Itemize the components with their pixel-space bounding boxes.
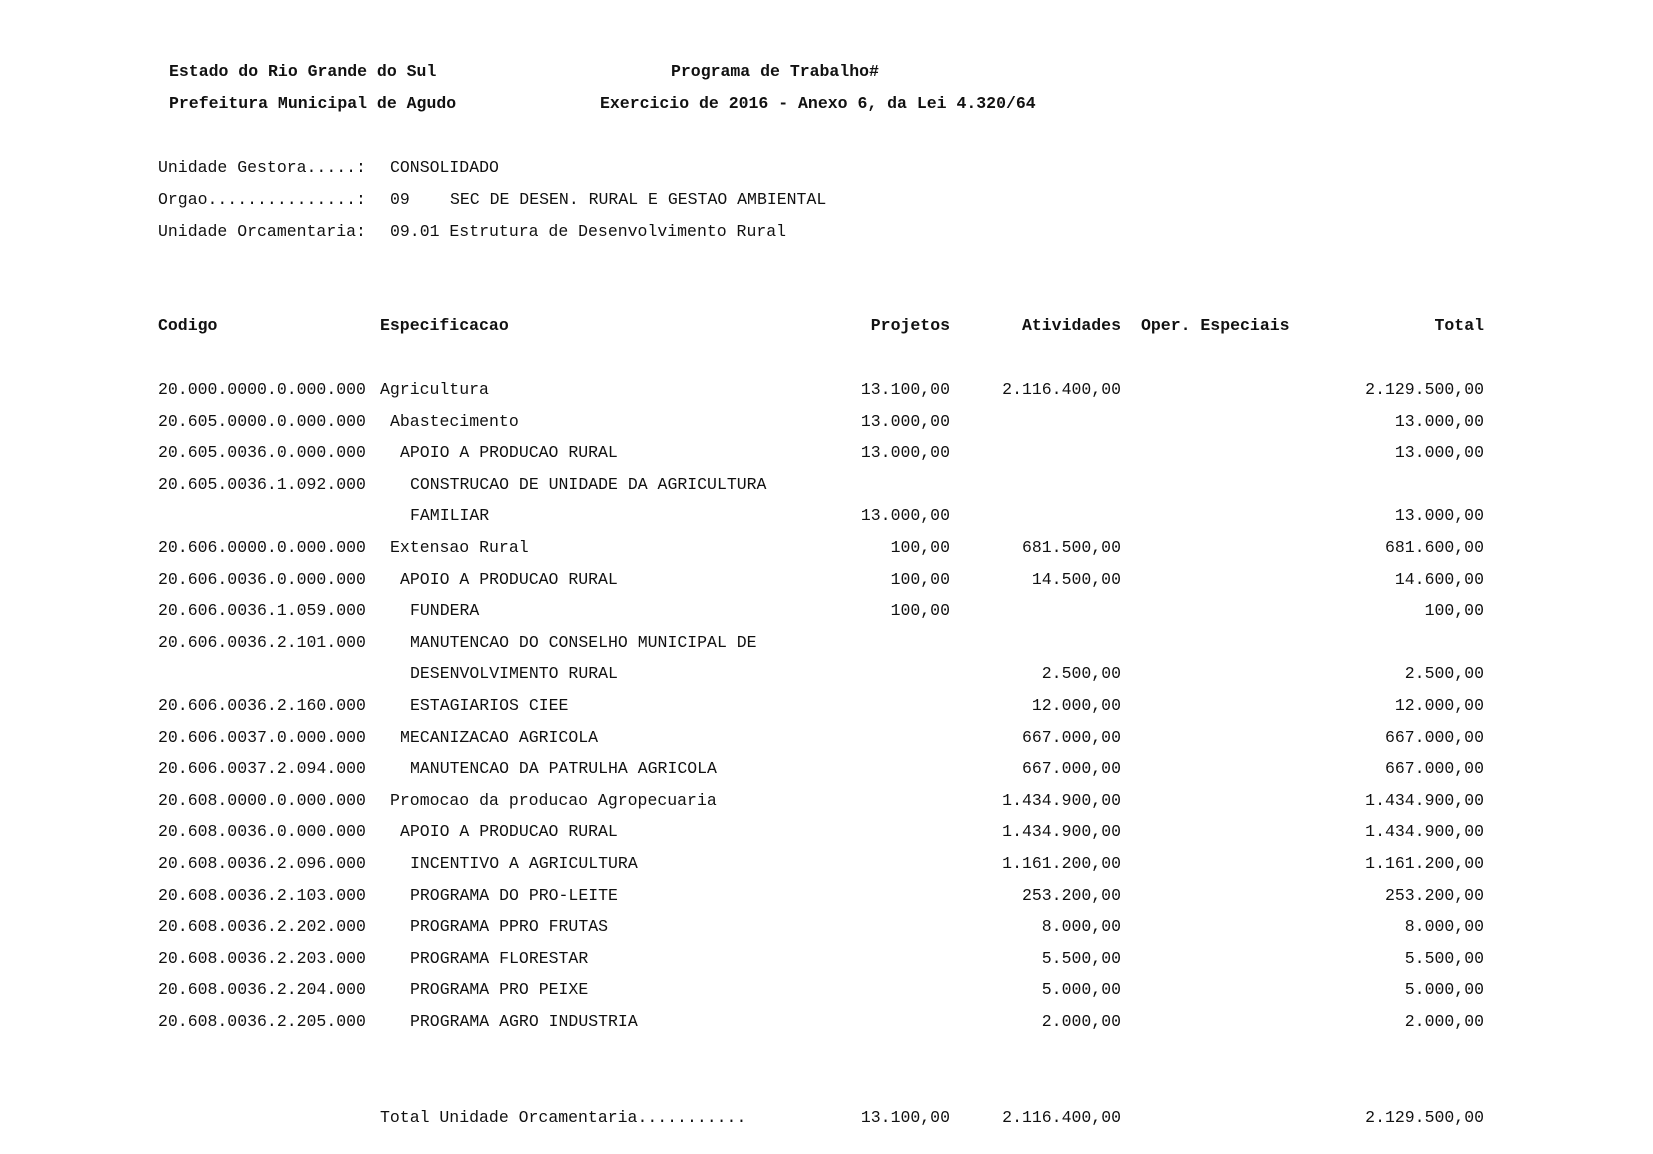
estado-title: Estado do Rio Grande do Sul xyxy=(169,62,437,81)
table-row xyxy=(0,980,1653,1000)
row-especificacao: PROGRAMA PPRO FRUTAS xyxy=(410,917,609,936)
row-total: 667.000,00 xyxy=(1384,728,1484,747)
col-atividades: Atividades xyxy=(1021,316,1121,335)
row-total: 13.000,00 xyxy=(1394,412,1484,431)
row-code: 20.605.0036.0.000.000 xyxy=(158,443,366,462)
col-total: Total xyxy=(1434,316,1484,335)
row-code: 20.606.0036.2.160.000 xyxy=(158,696,366,715)
programa-title: Programa de Trabalho# xyxy=(671,62,879,81)
table-row xyxy=(0,917,1653,937)
row-projetos: 13.000,00 xyxy=(860,412,950,431)
row-atividades: 1.161.200,00 xyxy=(1002,854,1121,873)
row-total: 1.161.200,00 xyxy=(1365,854,1484,873)
row-total: 100,00 xyxy=(1424,601,1484,620)
table-row xyxy=(0,601,1653,621)
table-row xyxy=(0,380,1653,400)
row-especificacao: Agricultura xyxy=(380,380,489,399)
row-especificacao: MANUTENCAO DO CONSELHO MUNICIPAL DE xyxy=(410,633,757,652)
row-total: 1.434.900,00 xyxy=(1365,822,1484,841)
row-especificacao: MECANIZACAO AGRICOLA xyxy=(400,728,599,747)
row-especificacao: INCENTIVO A AGRICULTURA xyxy=(410,854,638,873)
row-especificacao: ESTAGIARIOS CIEE xyxy=(410,696,569,715)
row-projetos: 100,00 xyxy=(890,601,950,620)
row-atividades: 2.500,00 xyxy=(1041,664,1121,683)
row-projetos: 100,00 xyxy=(890,538,950,557)
row-code: 20.606.0037.0.000.000 xyxy=(158,728,366,747)
row-code: 20.606.0036.2.101.000 xyxy=(158,633,366,652)
row-total: 1.434.900,00 xyxy=(1365,791,1484,810)
row-code: 20.608.0036.2.205.000 xyxy=(158,1012,366,1031)
row-atividades: 2.116.400,00 xyxy=(1002,380,1121,399)
total-label: Total Unidade Orcamentaria........... xyxy=(380,1108,747,1127)
row-total: 14.600,00 xyxy=(1394,570,1484,589)
table-row xyxy=(0,822,1653,842)
table-row xyxy=(0,475,1653,495)
orgao-label: Orgao...............: xyxy=(158,190,366,209)
col-especificacao: Especificacao xyxy=(380,316,509,335)
unidade-orcamentaria-label: Unidade Orcamentaria: xyxy=(158,222,366,241)
row-code: 20.608.0036.2.203.000 xyxy=(158,949,366,968)
row-projetos: 100,00 xyxy=(890,570,950,589)
row-code: 20.608.0000.0.000.000 xyxy=(158,791,366,810)
row-code: 20.608.0036.2.096.000 xyxy=(158,854,366,873)
row-especificacao: DESENVOLVIMENTO RURAL xyxy=(410,664,618,683)
table-row xyxy=(0,506,1653,526)
table-row xyxy=(0,854,1653,874)
unidade-orcamentaria-value: 09.01 Estrutura de Desenvolvimento Rural xyxy=(390,222,787,241)
row-especificacao: FUNDERA xyxy=(410,601,480,620)
row-total: 12.000,00 xyxy=(1394,696,1484,715)
row-especificacao: Abastecimento xyxy=(390,412,519,431)
row-code: 20.605.0000.0.000.000 xyxy=(158,412,366,431)
row-especificacao: PROGRAMA PRO PEIXE xyxy=(410,980,589,999)
row-atividades: 8.000,00 xyxy=(1041,917,1121,936)
table-row xyxy=(0,696,1653,716)
row-code: 20.606.0036.1.059.000 xyxy=(158,601,366,620)
row-code: 20.608.0036.2.103.000 xyxy=(158,886,366,905)
row-code: 20.608.0036.2.202.000 xyxy=(158,917,366,936)
row-atividades: 253.200,00 xyxy=(1021,886,1121,905)
row-atividades: 681.500,00 xyxy=(1021,538,1121,557)
row-especificacao: APOIO A PRODUCAO RURAL xyxy=(400,822,618,841)
row-total: 253.200,00 xyxy=(1384,886,1484,905)
row-atividades: 667.000,00 xyxy=(1021,759,1121,778)
row-code: 20.608.0036.2.204.000 xyxy=(158,980,366,999)
row-projetos: 13.100,00 xyxy=(860,380,950,399)
table-row xyxy=(0,728,1653,748)
row-atividades: 1.434.900,00 xyxy=(1002,791,1121,810)
table-row xyxy=(0,791,1653,811)
row-especificacao: FAMILIAR xyxy=(410,506,490,525)
row-atividades: 667.000,00 xyxy=(1021,728,1121,747)
col-oper-especiais: Oper. Especiais xyxy=(1141,316,1290,335)
row-projetos: 13.000,00 xyxy=(860,443,950,462)
table-row xyxy=(0,664,1653,684)
row-especificacao: MANUTENCAO DA PATRULHA AGRICOLA xyxy=(410,759,717,778)
total-projetos: 13.100,00 xyxy=(860,1108,950,1127)
row-total: 667.000,00 xyxy=(1384,759,1484,778)
row-total: 2.500,00 xyxy=(1404,664,1484,683)
row-code: 20.606.0000.0.000.000 xyxy=(158,538,366,557)
table-row xyxy=(0,570,1653,590)
row-especificacao: Promocao da producao Agropecuaria xyxy=(390,791,717,810)
row-total: 681.600,00 xyxy=(1384,538,1484,557)
exercicio-title: Exercicio de 2016 - Anexo 6, da Lei 4.320/64 xyxy=(600,94,1036,113)
row-code: 20.606.0037.2.094.000 xyxy=(158,759,366,778)
table-row xyxy=(0,949,1653,969)
row-atividades: 5.500,00 xyxy=(1041,949,1121,968)
orgao-code: 09 xyxy=(390,190,410,209)
total-total: 2.129.500,00 xyxy=(1365,1108,1484,1127)
row-total: 13.000,00 xyxy=(1394,443,1484,462)
table-row xyxy=(0,886,1653,906)
row-total: 2.129.500,00 xyxy=(1365,380,1484,399)
row-total: 5.000,00 xyxy=(1404,980,1484,999)
table-row xyxy=(0,412,1653,432)
row-code: 20.608.0036.0.000.000 xyxy=(158,822,366,841)
table-row xyxy=(0,759,1653,779)
row-atividades: 5.000,00 xyxy=(1041,980,1121,999)
unidade-gestora-label: Unidade Gestora.....: xyxy=(158,158,366,177)
row-atividades: 1.434.900,00 xyxy=(1002,822,1121,841)
row-total: 13.000,00 xyxy=(1394,506,1484,525)
column-header-row xyxy=(0,316,1653,336)
table-row xyxy=(0,1012,1653,1032)
unidade-gestora-value: CONSOLIDADO xyxy=(390,158,499,177)
row-especificacao: PROGRAMA AGRO INDUSTRIA xyxy=(410,1012,638,1031)
col-projetos: Projetos xyxy=(870,316,950,335)
row-total: 8.000,00 xyxy=(1404,917,1484,936)
row-projetos: 13.000,00 xyxy=(860,506,950,525)
row-especificacao: CONSTRUCAO DE UNIDADE DA AGRICULTURA xyxy=(410,475,767,494)
table-row xyxy=(0,443,1653,463)
table-row xyxy=(0,538,1653,558)
table-row xyxy=(0,633,1653,653)
row-total: 2.000,00 xyxy=(1404,1012,1484,1031)
row-code: 20.000.0000.0.000.000 xyxy=(158,380,366,399)
row-atividades: 2.000,00 xyxy=(1041,1012,1121,1031)
col-codigo: Codigo xyxy=(158,316,218,335)
row-especificacao: APOIO A PRODUCAO RURAL xyxy=(400,570,618,589)
row-code: 20.606.0036.0.000.000 xyxy=(158,570,366,589)
orgao-value: SEC DE DESEN. RURAL E GESTAO AMBIENTAL xyxy=(450,190,827,209)
row-especificacao: PROGRAMA FLORESTAR xyxy=(410,949,589,968)
row-atividades: 14.500,00 xyxy=(1031,570,1121,589)
row-especificacao: APOIO A PRODUCAO RURAL xyxy=(400,443,618,462)
row-especificacao: PROGRAMA DO PRO-LEITE xyxy=(410,886,618,905)
total-atividades: 2.116.400,00 xyxy=(1002,1108,1121,1127)
row-especificacao: Extensao Rural xyxy=(390,538,529,557)
prefeitura-title: Prefeitura Municipal de Agudo xyxy=(169,94,457,113)
row-total: 5.500,00 xyxy=(1404,949,1484,968)
total-row xyxy=(0,1108,1653,1128)
row-code: 20.605.0036.1.092.000 xyxy=(158,475,366,494)
row-atividades: 12.000,00 xyxy=(1031,696,1121,715)
